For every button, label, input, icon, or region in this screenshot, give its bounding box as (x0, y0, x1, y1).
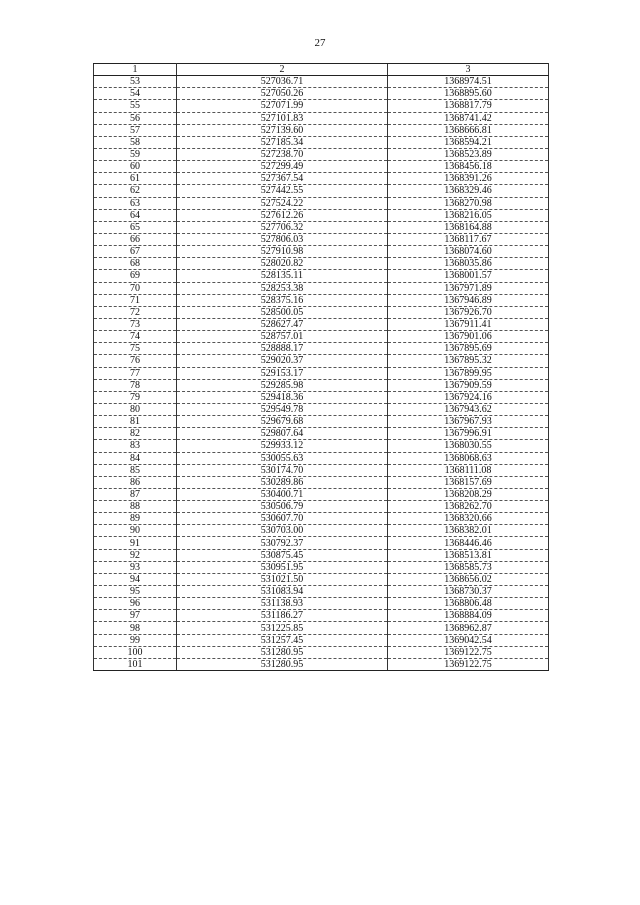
point-number-cell: 96 (94, 598, 177, 610)
x-coordinate-cell: 528375.16 (177, 294, 388, 306)
x-coordinate-cell: 527185.34 (177, 136, 388, 148)
point-number-cell: 62 (94, 185, 177, 197)
table-row (94, 476, 549, 488)
y-coordinate-cell: 1369122.75 (388, 646, 549, 658)
y-coordinate-cell: 1368329.46 (388, 185, 549, 197)
table-row (94, 148, 549, 160)
y-coordinate-cell: 1368111.08 (388, 464, 549, 476)
y-coordinate-cell: 1368164.88 (388, 221, 549, 233)
point-number-cell: 99 (94, 634, 177, 646)
table-header-row (94, 64, 549, 76)
table-row (94, 416, 549, 428)
table-row (94, 610, 549, 622)
x-coordinate-cell: 528627.47 (177, 318, 388, 330)
y-coordinate-cell: 1368262.70 (388, 501, 549, 513)
table-row (94, 197, 549, 209)
x-coordinate-cell: 528888.17 (177, 343, 388, 355)
y-coordinate-cell: 1368001.57 (388, 270, 549, 282)
coordinates-table (93, 63, 549, 671)
point-number-cell: 59 (94, 148, 177, 160)
y-coordinate-cell: 1368741.42 (388, 112, 549, 124)
x-coordinate-cell: 527910.98 (177, 246, 388, 258)
table-row (94, 403, 549, 415)
x-coordinate-cell: 531280.95 (177, 658, 388, 670)
point-number-cell: 64 (94, 209, 177, 221)
x-coordinate-cell: 527706.32 (177, 221, 388, 233)
table-row (94, 586, 549, 598)
point-number-cell: 75 (94, 343, 177, 355)
point-number-cell: 69 (94, 270, 177, 282)
table-row (94, 185, 549, 197)
point-number-cell: 98 (94, 622, 177, 634)
table-row (94, 488, 549, 500)
y-coordinate-cell: 1368208.29 (388, 488, 549, 500)
x-coordinate-cell: 527612.26 (177, 209, 388, 221)
y-coordinate-cell: 1368456.18 (388, 161, 549, 173)
y-coordinate-cell: 1369122.75 (388, 658, 549, 670)
y-coordinate-cell: 1367901.06 (388, 331, 549, 343)
y-coordinate-cell: 1368895.60 (388, 88, 549, 100)
x-coordinate-cell: 527036.71 (177, 76, 388, 88)
point-number-cell: 67 (94, 246, 177, 258)
point-number-cell: 84 (94, 452, 177, 464)
point-number-cell: 56 (94, 112, 177, 124)
y-coordinate-cell: 1367909.59 (388, 379, 549, 391)
y-coordinate-cell: 1368320.66 (388, 513, 549, 525)
table-row (94, 221, 549, 233)
point-number-cell: 61 (94, 173, 177, 185)
point-number-cell: 70 (94, 282, 177, 294)
point-number-cell: 92 (94, 549, 177, 561)
table-row (94, 270, 549, 282)
y-coordinate-cell: 1368117.67 (388, 233, 549, 245)
y-coordinate-cell: 1368030.55 (388, 440, 549, 452)
column-header-2: 2 (177, 64, 388, 76)
table-row (94, 598, 549, 610)
point-number-cell: 71 (94, 294, 177, 306)
table-row (94, 561, 549, 573)
x-coordinate-cell: 530951.95 (177, 561, 388, 573)
y-coordinate-cell: 1368382.01 (388, 525, 549, 537)
table-row (94, 318, 549, 330)
x-coordinate-cell: 531257.45 (177, 634, 388, 646)
x-coordinate-cell: 527139.60 (177, 124, 388, 136)
point-number-cell: 53 (94, 76, 177, 88)
x-coordinate-cell: 527238.70 (177, 148, 388, 160)
point-number-cell: 54 (94, 88, 177, 100)
table-row (94, 306, 549, 318)
table-row (94, 537, 549, 549)
x-coordinate-cell: 527367.54 (177, 173, 388, 185)
point-number-cell: 58 (94, 136, 177, 148)
point-number-cell: 79 (94, 391, 177, 403)
point-number-cell: 89 (94, 513, 177, 525)
point-number-cell: 78 (94, 379, 177, 391)
y-coordinate-cell: 1368446.46 (388, 537, 549, 549)
x-coordinate-cell: 529418.36 (177, 391, 388, 403)
x-coordinate-cell: 530400.71 (177, 488, 388, 500)
x-coordinate-cell: 527101.83 (177, 112, 388, 124)
x-coordinate-cell: 528500.05 (177, 306, 388, 318)
y-coordinate-cell: 1368216.05 (388, 209, 549, 221)
y-coordinate-cell: 1368035.86 (388, 258, 549, 270)
x-coordinate-cell: 529549.78 (177, 403, 388, 415)
table-row (94, 658, 549, 670)
x-coordinate-cell: 527442.55 (177, 185, 388, 197)
y-coordinate-cell: 1369042.54 (388, 634, 549, 646)
table-row (94, 282, 549, 294)
x-coordinate-cell: 527524.22 (177, 197, 388, 209)
column-header-1: 1 (94, 64, 177, 76)
table-row (94, 258, 549, 270)
table-row (94, 464, 549, 476)
y-coordinate-cell: 1367899.95 (388, 367, 549, 379)
x-coordinate-cell: 527050.26 (177, 88, 388, 100)
point-number-cell: 86 (94, 476, 177, 488)
y-coordinate-cell: 1368974.51 (388, 76, 549, 88)
point-number-cell: 81 (94, 416, 177, 428)
y-coordinate-cell: 1368962.87 (388, 622, 549, 634)
table-row (94, 379, 549, 391)
point-number-cell: 80 (94, 403, 177, 415)
y-coordinate-cell: 1368594.21 (388, 136, 549, 148)
x-coordinate-cell: 531138.93 (177, 598, 388, 610)
table-row (94, 233, 549, 245)
point-number-cell: 90 (94, 525, 177, 537)
x-coordinate-cell: 529020.37 (177, 355, 388, 367)
point-number-cell: 91 (94, 537, 177, 549)
table-row (94, 209, 549, 221)
table-row (94, 525, 549, 537)
point-number-cell: 60 (94, 161, 177, 173)
table-row (94, 112, 549, 124)
point-number-cell: 88 (94, 501, 177, 513)
x-coordinate-cell: 528020.82 (177, 258, 388, 270)
point-number-cell: 68 (94, 258, 177, 270)
table-row (94, 549, 549, 561)
x-coordinate-cell: 529285.98 (177, 379, 388, 391)
y-coordinate-cell: 1368523.89 (388, 148, 549, 160)
table-row (94, 391, 549, 403)
y-coordinate-cell: 1368884.09 (388, 610, 549, 622)
x-coordinate-cell: 529807.64 (177, 428, 388, 440)
table-row (94, 622, 549, 634)
y-coordinate-cell: 1368730.37 (388, 586, 549, 598)
table-row (94, 355, 549, 367)
table-row (94, 294, 549, 306)
x-coordinate-cell: 530875.45 (177, 549, 388, 561)
y-coordinate-cell: 1367926.70 (388, 306, 549, 318)
table-row (94, 428, 549, 440)
x-coordinate-cell: 529153.17 (177, 367, 388, 379)
y-coordinate-cell: 1368656.02 (388, 573, 549, 585)
x-coordinate-cell: 531280.95 (177, 646, 388, 658)
point-number-cell: 87 (94, 488, 177, 500)
point-number-cell: 77 (94, 367, 177, 379)
y-coordinate-cell: 1367971.89 (388, 282, 549, 294)
x-coordinate-cell: 530792.37 (177, 537, 388, 549)
table-row (94, 501, 549, 513)
y-coordinate-cell: 1367967.93 (388, 416, 549, 428)
point-number-cell: 55 (94, 100, 177, 112)
x-coordinate-cell: 529933.12 (177, 440, 388, 452)
y-coordinate-cell: 1367924.16 (388, 391, 549, 403)
x-coordinate-cell: 531021.50 (177, 573, 388, 585)
table-body (94, 76, 549, 671)
point-number-cell: 97 (94, 610, 177, 622)
y-coordinate-cell: 1367895.32 (388, 355, 549, 367)
x-coordinate-cell: 530289.86 (177, 476, 388, 488)
table-row (94, 646, 549, 658)
table-row (94, 124, 549, 136)
x-coordinate-cell: 527806.03 (177, 233, 388, 245)
y-coordinate-cell: 1368585.73 (388, 561, 549, 573)
y-coordinate-cell: 1368157.69 (388, 476, 549, 488)
point-number-cell: 65 (94, 221, 177, 233)
x-coordinate-cell: 530703.00 (177, 525, 388, 537)
table-row (94, 161, 549, 173)
point-number-cell: 76 (94, 355, 177, 367)
x-coordinate-cell: 531225.85 (177, 622, 388, 634)
table-row (94, 76, 549, 88)
y-coordinate-cell: 1368666.81 (388, 124, 549, 136)
point-number-cell: 94 (94, 573, 177, 585)
x-coordinate-cell: 531083.94 (177, 586, 388, 598)
table-row (94, 440, 549, 452)
y-coordinate-cell: 1368391.26 (388, 173, 549, 185)
x-coordinate-cell: 527299.49 (177, 161, 388, 173)
y-coordinate-cell: 1368074.60 (388, 246, 549, 258)
x-coordinate-cell: 529679.68 (177, 416, 388, 428)
x-coordinate-cell: 530174.70 (177, 464, 388, 476)
y-coordinate-cell: 1368068.63 (388, 452, 549, 464)
point-number-cell: 66 (94, 233, 177, 245)
column-header-3: 3 (388, 64, 549, 76)
x-coordinate-cell: 530506.79 (177, 501, 388, 513)
point-number-cell: 95 (94, 586, 177, 598)
y-coordinate-cell: 1367996.91 (388, 428, 549, 440)
point-number-cell: 85 (94, 464, 177, 476)
x-coordinate-cell: 528135.11 (177, 270, 388, 282)
y-coordinate-cell: 1367911.41 (388, 318, 549, 330)
point-number-cell: 83 (94, 440, 177, 452)
point-number-cell: 101 (94, 658, 177, 670)
table-row (94, 246, 549, 258)
y-coordinate-cell: 1367895.69 (388, 343, 549, 355)
table-row (94, 136, 549, 148)
point-number-cell: 100 (94, 646, 177, 658)
x-coordinate-cell: 530055.63 (177, 452, 388, 464)
table-row (94, 343, 549, 355)
point-number-cell: 82 (94, 428, 177, 440)
table-row (94, 100, 549, 112)
x-coordinate-cell: 528757.01 (177, 331, 388, 343)
table-row (94, 331, 549, 343)
y-coordinate-cell: 1368806.48 (388, 598, 549, 610)
y-coordinate-cell: 1367946.89 (388, 294, 549, 306)
point-number-cell: 63 (94, 197, 177, 209)
point-number-cell: 72 (94, 306, 177, 318)
y-coordinate-cell: 1368513.81 (388, 549, 549, 561)
table-row (94, 634, 549, 646)
table-row (94, 173, 549, 185)
x-coordinate-cell: 530607.70 (177, 513, 388, 525)
y-coordinate-cell: 1367943.62 (388, 403, 549, 415)
point-number-cell: 93 (94, 561, 177, 573)
x-coordinate-cell: 531186.27 (177, 610, 388, 622)
x-coordinate-cell: 528253.38 (177, 282, 388, 294)
table-row (94, 513, 549, 525)
table-row (94, 452, 549, 464)
table-row (94, 88, 549, 100)
y-coordinate-cell: 1368270.98 (388, 197, 549, 209)
page-number: 27 (314, 37, 326, 49)
point-number-cell: 73 (94, 318, 177, 330)
point-number-cell: 74 (94, 331, 177, 343)
y-coordinate-cell: 1368817.79 (388, 100, 549, 112)
x-coordinate-cell: 527071.99 (177, 100, 388, 112)
table-row (94, 573, 549, 585)
point-number-cell: 57 (94, 124, 177, 136)
table-row (94, 367, 549, 379)
